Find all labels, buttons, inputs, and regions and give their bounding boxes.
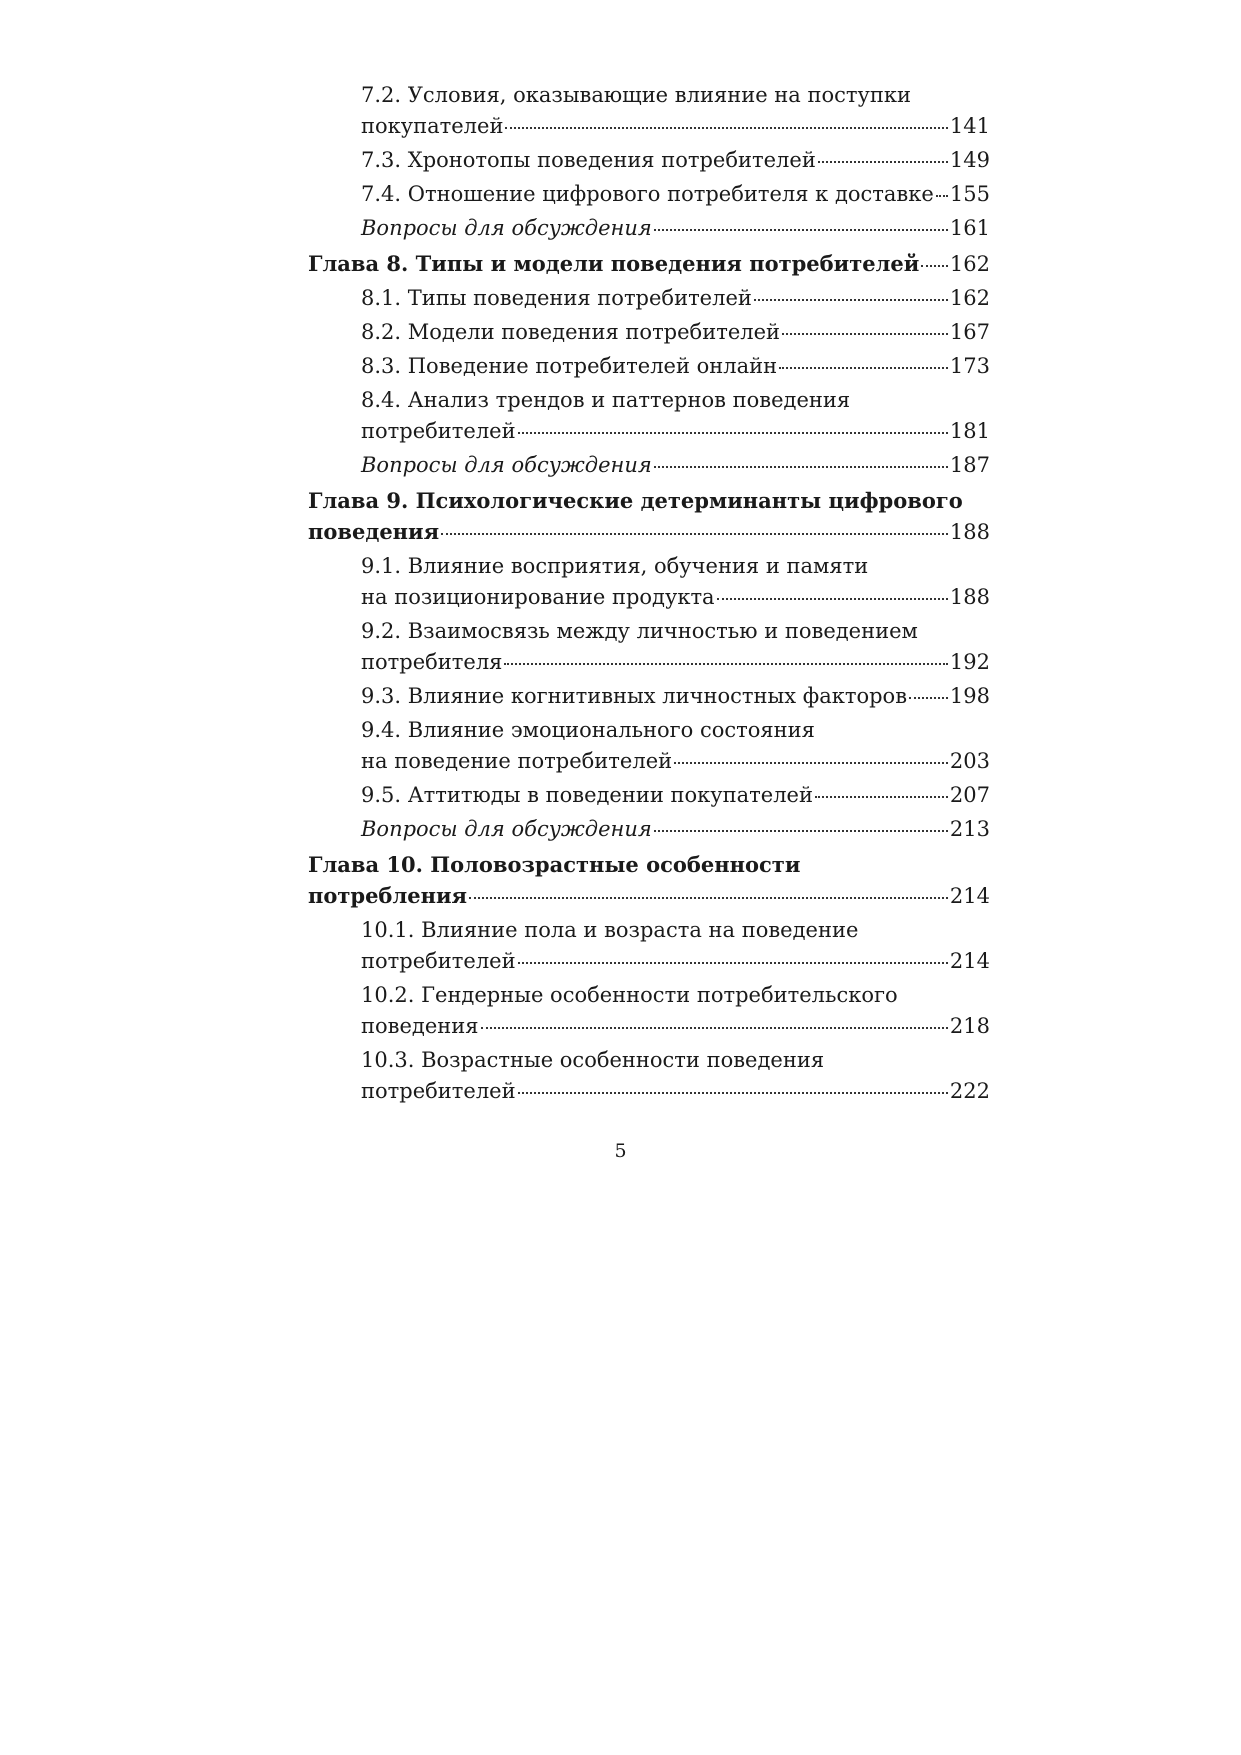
dot-leader — [505, 127, 947, 129]
toc-page-number: 167 — [949, 320, 990, 344]
dot-leader — [754, 299, 948, 301]
toc-page-number: 181 — [949, 419, 990, 443]
toc-page-number: 198 — [949, 684, 990, 708]
dot-leader — [518, 962, 948, 964]
dot-leader — [654, 830, 948, 832]
toc-entry-title-line: 10.1. Влияние пола и возраста на поведение — [361, 918, 859, 942]
toc-entry-title-line: 10.2. Гендерные особенности потребительского — [361, 983, 898, 1007]
toc-page-number: 161 — [949, 216, 990, 240]
toc-page-number: 149 — [949, 148, 990, 172]
toc-section — [308, 80, 990, 142]
dot-leader — [717, 598, 948, 600]
dot-leader — [909, 697, 948, 699]
toc-entry-title: 8.2. Модели поведения потребителей — [361, 320, 781, 344]
dot-leader — [782, 333, 948, 335]
toc-page-number: 187 — [949, 453, 990, 477]
toc-entry-title: потребления — [308, 883, 468, 908]
dot-leader — [518, 432, 948, 434]
dot-leader — [779, 367, 948, 369]
toc-page-number: 188 — [949, 520, 990, 544]
toc-section — [308, 715, 990, 777]
toc-entry-title-line: 10.3. Возрастные особенности поведения — [361, 1048, 825, 1072]
toc-entry-title: на позиционирование продукта — [361, 585, 715, 609]
toc-page-number: 207 — [949, 783, 990, 807]
toc-page-number: 214 — [949, 884, 990, 908]
toc-entry-title: поведения — [361, 1014, 479, 1038]
toc-entry-title: потребителя — [361, 650, 503, 674]
toc-page-number: 218 — [949, 1014, 990, 1038]
toc-section — [308, 1045, 990, 1107]
toc-entry-title: 9.3. Влияние когнитивных личностных факторов — [361, 684, 908, 708]
toc-section — [308, 283, 990, 314]
toc-page-number: 155 — [949, 182, 990, 206]
toc-page-number: 222 — [949, 1079, 990, 1103]
dot-leader — [518, 1092, 948, 1094]
toc-entry-title: Глава 8. Типы и модели поведения потребителей — [308, 251, 920, 276]
toc-entry-title-line: Глава 10. Половозрастные особенности — [308, 852, 801, 877]
toc-entry-title: потребителей — [361, 419, 516, 443]
toc-entry-title: 7.3. Хронотопы поведения потребителей — [361, 148, 816, 172]
toc-entry-title: Вопросы для обсуждения — [361, 453, 652, 477]
toc-chapter — [308, 849, 990, 912]
toc-questions — [308, 814, 990, 845]
toc-entry-title: потребителей — [361, 949, 516, 973]
toc-section — [308, 915, 990, 977]
toc-entry-title: Вопросы для обсуждения — [361, 216, 652, 240]
toc-section — [308, 681, 990, 712]
toc-section — [308, 351, 990, 382]
dot-leader — [815, 796, 948, 798]
toc-page-number: 162 — [949, 286, 990, 310]
toc-entry-title-line: 8.4. Анализ трендов и паттернов поведения — [361, 388, 851, 412]
toc-entry-title-line: 9.4. Влияние эмоционального состояния — [361, 718, 815, 742]
toc-entry-title: на поведение потребителей — [361, 749, 673, 773]
toc-entry-title: потребителей — [361, 1079, 516, 1103]
toc-page-number: 214 — [949, 949, 990, 973]
toc-section — [308, 179, 990, 210]
dot-leader — [654, 229, 948, 231]
dot-leader — [921, 265, 948, 267]
dot-leader — [674, 762, 948, 764]
toc-entry-title-line: Глава 9. Психологические детерминанты цифрового — [308, 488, 963, 513]
dot-leader — [481, 1027, 948, 1029]
toc-section — [308, 317, 990, 348]
toc-entry-title: Вопросы для обсуждения — [361, 817, 652, 841]
dot-leader — [469, 897, 948, 899]
toc-page-number: 141 — [949, 114, 990, 138]
toc-entry-title: 8.1. Типы поведения потребителей — [361, 286, 752, 310]
dot-leader — [818, 161, 948, 163]
toc-page-number: 213 — [949, 817, 990, 841]
toc-entry-title: поведения — [308, 519, 440, 544]
toc-page-number: 188 — [949, 585, 990, 609]
dot-leader — [936, 195, 948, 197]
toc-entry-title-line: 7.2. Условия, оказывающие влияние на поступки — [361, 83, 911, 107]
toc-entry-title: 7.4. Отношение цифрового потребителя к доставке — [361, 182, 934, 206]
toc-chapter — [308, 485, 990, 548]
toc-questions — [308, 213, 990, 244]
toc-page-number: 192 — [949, 650, 990, 674]
toc-entry-title-line: 9.1. Влияние восприятия, обучения и памяти — [361, 554, 869, 578]
toc-questions — [308, 450, 990, 481]
toc-page-number: 173 — [949, 354, 990, 378]
table-of-contents — [308, 80, 990, 1110]
toc-section — [308, 780, 990, 811]
toc-entry-title: 9.5. Аттитюды в поведении покупателей — [361, 783, 813, 807]
toc-entry-title-line: 9.2. Взаимосвязь между личностью и поведением — [361, 619, 918, 643]
toc-entry-title: 8.3. Поведение потребителей онлайн — [361, 354, 778, 378]
toc-section — [308, 616, 990, 678]
toc-section — [308, 551, 990, 613]
toc-section — [308, 385, 990, 447]
page-number: 5 — [614, 1140, 627, 1162]
toc-chapter — [308, 248, 990, 280]
dot-leader — [504, 663, 948, 665]
dot-leader — [654, 466, 948, 468]
toc-page-number: 203 — [949, 749, 990, 773]
toc-page-number: 162 — [949, 252, 990, 276]
dot-leader — [441, 533, 948, 535]
toc-section — [308, 145, 990, 176]
toc-section — [308, 980, 990, 1042]
toc-entry-title: покупателей — [361, 114, 504, 138]
